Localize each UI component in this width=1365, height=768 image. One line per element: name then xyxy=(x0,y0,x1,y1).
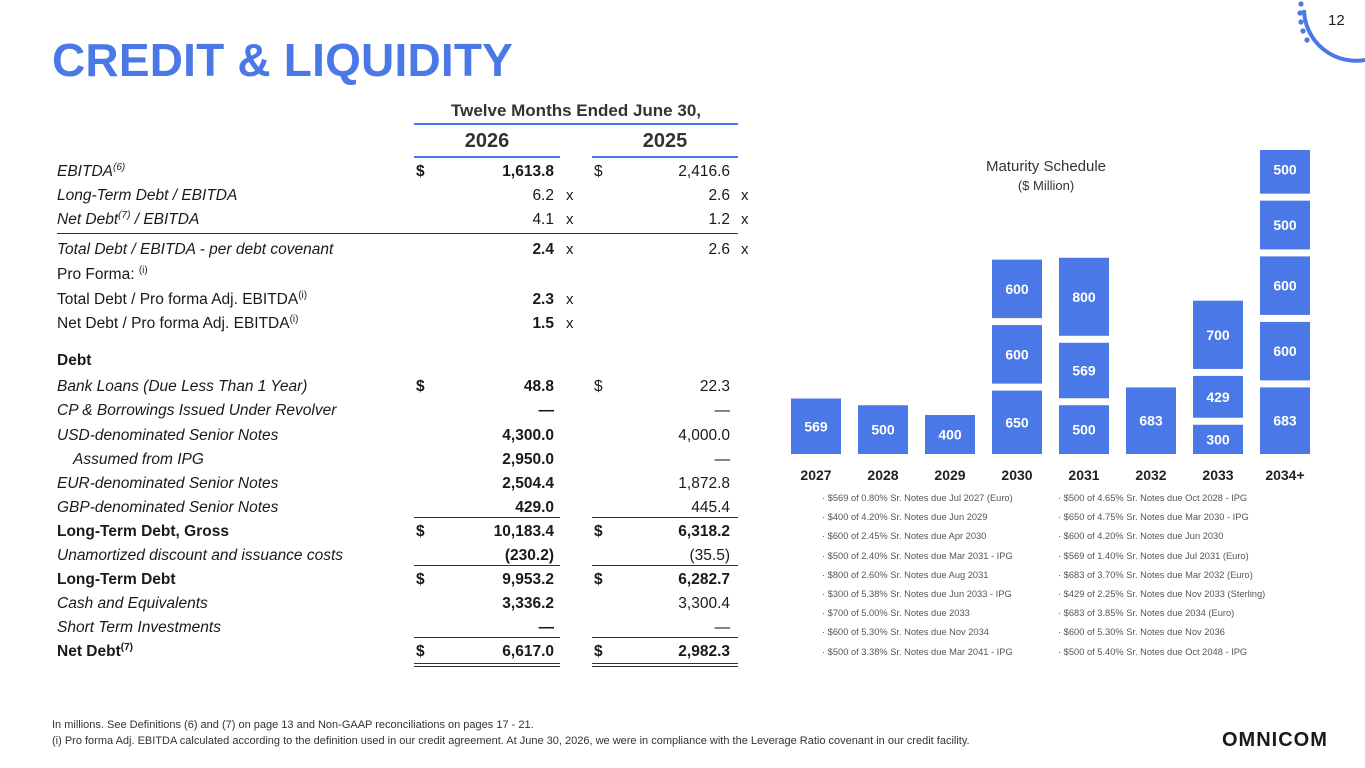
row-label xyxy=(57,523,229,541)
row-label-text: Assumed from IPG xyxy=(73,451,204,468)
row-label-text: Pro Forma: xyxy=(57,266,139,283)
value-2026: 9,953.2 xyxy=(502,571,554,588)
multiple-marker-2025: x xyxy=(741,241,749,258)
maturity-note: · $500 of 4.65% Sr. Notes due Oct 2028 - IPG xyxy=(1058,493,1248,503)
year-header-2025: 2025 xyxy=(642,130,688,152)
maturity-note: · $700 of 5.00% Sr. Notes due 2033 xyxy=(822,608,970,619)
value-2026: 2.3 xyxy=(532,291,554,308)
x-tick-label: 2033 xyxy=(1202,467,1234,483)
value-2026: 2,504.4 xyxy=(502,475,554,492)
bar-value-label: 600 xyxy=(1005,346,1029,363)
bar-value-label: 429 xyxy=(1206,388,1230,405)
value-2026: 10,183.4 xyxy=(493,523,554,540)
bar-value-label: 683 xyxy=(1139,412,1163,429)
multiple-marker-2026: x xyxy=(566,291,574,308)
footnote-marker: (i) xyxy=(298,289,308,301)
row-label xyxy=(57,315,298,333)
row-label xyxy=(57,291,307,309)
value-2025: 3,300.4 xyxy=(678,595,730,612)
currency-2026: $ xyxy=(416,571,425,588)
row-label-text: Net Debt xyxy=(57,643,121,660)
bar-value-label: 500 xyxy=(1273,161,1297,178)
chart-subtitle: ($ Million) xyxy=(1017,178,1075,193)
maturity-note: · $400 of 4.20% Sr. Notes due Jun 2029 xyxy=(822,512,988,523)
currency-2026: $ xyxy=(416,523,425,540)
value-2025: 6,282.7 xyxy=(678,571,730,588)
row-label-text: CP & Borrowings Issued Under Revolver xyxy=(57,402,337,419)
row-label-text: Long-Term Debt, Gross xyxy=(57,523,229,540)
period-header: Twelve Months Ended June 30, xyxy=(450,101,701,120)
value-2026: 429.0 xyxy=(515,499,554,516)
netdebt-rule-2025 xyxy=(592,637,738,638)
row-label-text: Debt xyxy=(57,352,92,369)
bar-value-label: 500 xyxy=(871,421,895,438)
ltd-rule-2025 xyxy=(592,565,738,566)
row-label xyxy=(57,475,278,493)
year-rule-2026 xyxy=(414,156,560,158)
page-title: CREDIT & LIQUIDITY xyxy=(52,34,514,86)
row-label-text: EBITDA xyxy=(57,163,113,180)
value-2026: 48.8 xyxy=(523,378,554,395)
row-label xyxy=(57,266,148,284)
row-label xyxy=(57,499,278,517)
value-2026: — xyxy=(538,402,554,419)
row-label xyxy=(57,241,333,259)
value-2025: 2.6 xyxy=(708,187,730,204)
bar-value-label: 500 xyxy=(1273,217,1297,234)
value-2026: 1,613.8 xyxy=(502,163,554,180)
maturity-note: · $683 of 3.85% Sr. Notes due 2034 (Euro) xyxy=(1058,608,1235,619)
bar-value-label: 700 xyxy=(1206,326,1230,343)
row-label-text: Unamortized discount and issuance costs xyxy=(57,547,344,564)
multiple-marker-2026: x xyxy=(566,315,574,332)
row-label xyxy=(57,378,307,396)
row-label-text: USD-denominated Senior Notes xyxy=(57,427,279,444)
maturity-note: · $650 of 4.75% Sr. Notes due Mar 2030 - IPG xyxy=(1058,512,1249,523)
value-2025: 4,000.0 xyxy=(678,427,730,444)
x-tick-label: 2030 xyxy=(1001,467,1033,483)
currency-2026: $ xyxy=(416,643,425,660)
multiple-marker-2026: x xyxy=(566,211,574,228)
currency-2025: $ xyxy=(594,571,603,588)
maturity-note: · $300 of 5.38% Sr. Notes due Jun 2033 - IPG xyxy=(822,589,1012,599)
maturity-note: · $500 of 3.38% Sr. Notes due Mar 2041 - IPG xyxy=(822,646,1013,657)
maturity-note: · $600 of 4.20% Sr. Notes due Jun 2030 xyxy=(1058,531,1224,542)
row-label xyxy=(57,427,278,445)
footnote-marker: (7) xyxy=(120,641,133,653)
row-label xyxy=(57,187,237,205)
bar-value-label: 683 xyxy=(1273,412,1297,429)
value-2025: 1.2 xyxy=(708,211,730,228)
row-label xyxy=(57,571,176,589)
footnote-marker: (6) xyxy=(112,161,126,173)
row-label xyxy=(73,451,204,469)
value-2026: 2.4 xyxy=(532,241,554,258)
omnicom-logo: OMNICOM xyxy=(1222,729,1328,751)
subtotal-rule-2026 xyxy=(414,517,560,518)
footnote-line-2: (i) Pro forma Adj. EBITDA calculated according to the definition used in our credit agreement. At June 30, 2026, we were in compliance with the Leverage Ratio covenant in our credit facility. xyxy=(52,735,970,747)
value-2026: 4.1 xyxy=(532,211,554,228)
year-rule-2025 xyxy=(592,156,738,158)
maturity-note: · $500 of 2.40% Sr. Notes due Mar 2031 - IPG xyxy=(822,550,1013,561)
footnote-marker: (i) xyxy=(138,264,148,276)
row-label-suffix: / EBITDA xyxy=(130,211,200,228)
double-rule-2025-b xyxy=(592,666,738,667)
maturity-note: · $429 of 2.25% Sr. Notes due Nov 2033 (Sterling) xyxy=(1058,589,1266,599)
maturity-note: · $800 of 2.60% Sr. Notes due Aug 2031 xyxy=(822,569,989,580)
header-rule xyxy=(414,123,738,125)
maturity-note: · $569 of 1.40% Sr. Notes due Jul 2031 (Euro) xyxy=(1058,550,1249,561)
row-label xyxy=(57,595,208,613)
row-label xyxy=(57,547,343,565)
subtotal-rule-2025 xyxy=(592,517,738,518)
row-label-text: EUR-denominated Senior Notes xyxy=(57,475,279,492)
value-2025: 2,416.6 xyxy=(678,163,730,180)
row-label-text: Net Debt / Pro forma Adj. EBITDA xyxy=(57,315,290,332)
row-label-text: GBP-denominated Senior Notes xyxy=(57,499,279,516)
value-2025: 22.3 xyxy=(699,378,730,395)
value-2026: 1.5 xyxy=(532,315,554,332)
bar-value-label: 569 xyxy=(804,418,828,435)
row-label-text: Net Debt xyxy=(57,211,119,228)
row-label-text: Total Debt / Pro forma Adj. EBITDA xyxy=(57,291,299,308)
bar-value-label: 600 xyxy=(1273,277,1297,294)
covenant-rule xyxy=(57,233,738,234)
value-2025: 6,318.2 xyxy=(678,523,730,540)
value-2025: 1,872.8 xyxy=(678,475,730,492)
maturity-note: · $500 of 5.40% Sr. Notes due Oct 2048 - IPG xyxy=(1058,646,1248,657)
currency-2025: $ xyxy=(594,523,603,540)
x-tick-label: 2032 xyxy=(1135,467,1167,483)
maturity-note: · $683 of 3.70% Sr. Notes due Mar 2032 (Euro) xyxy=(1058,569,1253,580)
maturity-note: · $600 of 5.30% Sr. Notes due Nov 2034 xyxy=(822,627,989,638)
maturity-chart xyxy=(780,150,1340,490)
value-2026: — xyxy=(538,619,554,636)
value-2026: 3,336.2 xyxy=(502,595,554,612)
value-2026: (230.2) xyxy=(504,547,554,564)
value-2025: (35.5) xyxy=(689,547,730,564)
value-2026: 4,300.0 xyxy=(502,427,554,444)
row-label-text: Bank Loans (Due Less Than 1 Year) xyxy=(57,378,308,395)
bar-value-label: 500 xyxy=(1072,421,1096,438)
multiple-marker-2025: x xyxy=(741,211,749,228)
value-2026: 6.2 xyxy=(532,187,554,204)
value-2025: 2.6 xyxy=(708,241,730,258)
bar-value-label: 300 xyxy=(1206,431,1230,448)
row-label xyxy=(57,643,133,661)
x-tick-label: 2027 xyxy=(800,467,832,483)
multiple-marker-2026: x xyxy=(566,241,574,258)
multiple-marker-2026: x xyxy=(566,187,574,204)
currency-2025: $ xyxy=(594,378,603,395)
row-label-text: Total Debt / EBITDA - per debt covenant xyxy=(57,241,334,258)
currency-2026: $ xyxy=(416,163,425,180)
bar-value-label: 650 xyxy=(1005,414,1029,431)
row-label-text: Long-Term Debt / EBITDA xyxy=(57,187,238,204)
value-2025: — xyxy=(714,402,730,419)
row-label-text: Cash and Equivalents xyxy=(57,595,208,612)
value-2025: — xyxy=(714,451,730,468)
row-label xyxy=(57,402,336,420)
x-tick-label: 2028 xyxy=(867,467,899,483)
decorative-arc-icon xyxy=(1290,0,1365,70)
row-label xyxy=(57,619,221,637)
row-label xyxy=(57,211,199,229)
value-2025: 445.4 xyxy=(691,499,730,516)
footnote-marker: (7) xyxy=(118,209,131,221)
currency-2025: $ xyxy=(594,163,603,180)
maturity-note: · $600 of 5.30% Sr. Notes due Nov 2036 xyxy=(1058,627,1225,638)
bar-value-label: 800 xyxy=(1072,288,1096,305)
double-rule-2025-a xyxy=(592,663,738,664)
value-2026: 6,617.0 xyxy=(502,643,554,660)
row-label xyxy=(57,352,91,370)
value-2026: 2,950.0 xyxy=(502,451,554,468)
multiple-marker-2025: x xyxy=(741,187,749,204)
year-header-2026: 2026 xyxy=(464,130,510,152)
row-label-text: Long-Term Debt xyxy=(57,571,176,588)
maturity-note: · $600 of 2.45% Sr. Notes due Apr 2030 xyxy=(822,531,987,542)
double-rule-2026-a xyxy=(414,663,560,664)
footnote-line-1: In millions. See Definitions (6) and (7) on page 13 and Non-GAAP reconciliations on pages 17 - 21. xyxy=(52,719,534,731)
value-2025: — xyxy=(714,619,730,636)
double-rule-2026-b xyxy=(414,666,560,667)
maturity-note: · $569 of 0.80% Sr. Notes due Jul 2027 (Euro) xyxy=(822,493,1013,503)
chart-title: Maturity Schedule xyxy=(985,158,1107,175)
footnote-marker: (i) xyxy=(289,313,299,325)
row-label-text: Short Term Investments xyxy=(57,619,221,636)
ltd-rule-2026 xyxy=(414,565,560,566)
bar-value-label: 600 xyxy=(1005,280,1029,297)
currency-2025: $ xyxy=(594,643,603,660)
page-number: 12 xyxy=(1328,12,1345,29)
x-tick-label: 2031 xyxy=(1068,467,1100,483)
value-2025: 2,982.3 xyxy=(678,643,730,660)
netdebt-rule-2026 xyxy=(414,637,560,638)
x-tick-label: 2029 xyxy=(934,467,966,483)
x-tick-label: 2034+ xyxy=(1265,467,1305,483)
bar-value-label: 400 xyxy=(938,426,962,443)
bar-value-label: 569 xyxy=(1072,362,1096,379)
bar-value-label: 600 xyxy=(1273,343,1297,360)
row-label xyxy=(57,163,125,181)
currency-2026: $ xyxy=(416,378,425,395)
